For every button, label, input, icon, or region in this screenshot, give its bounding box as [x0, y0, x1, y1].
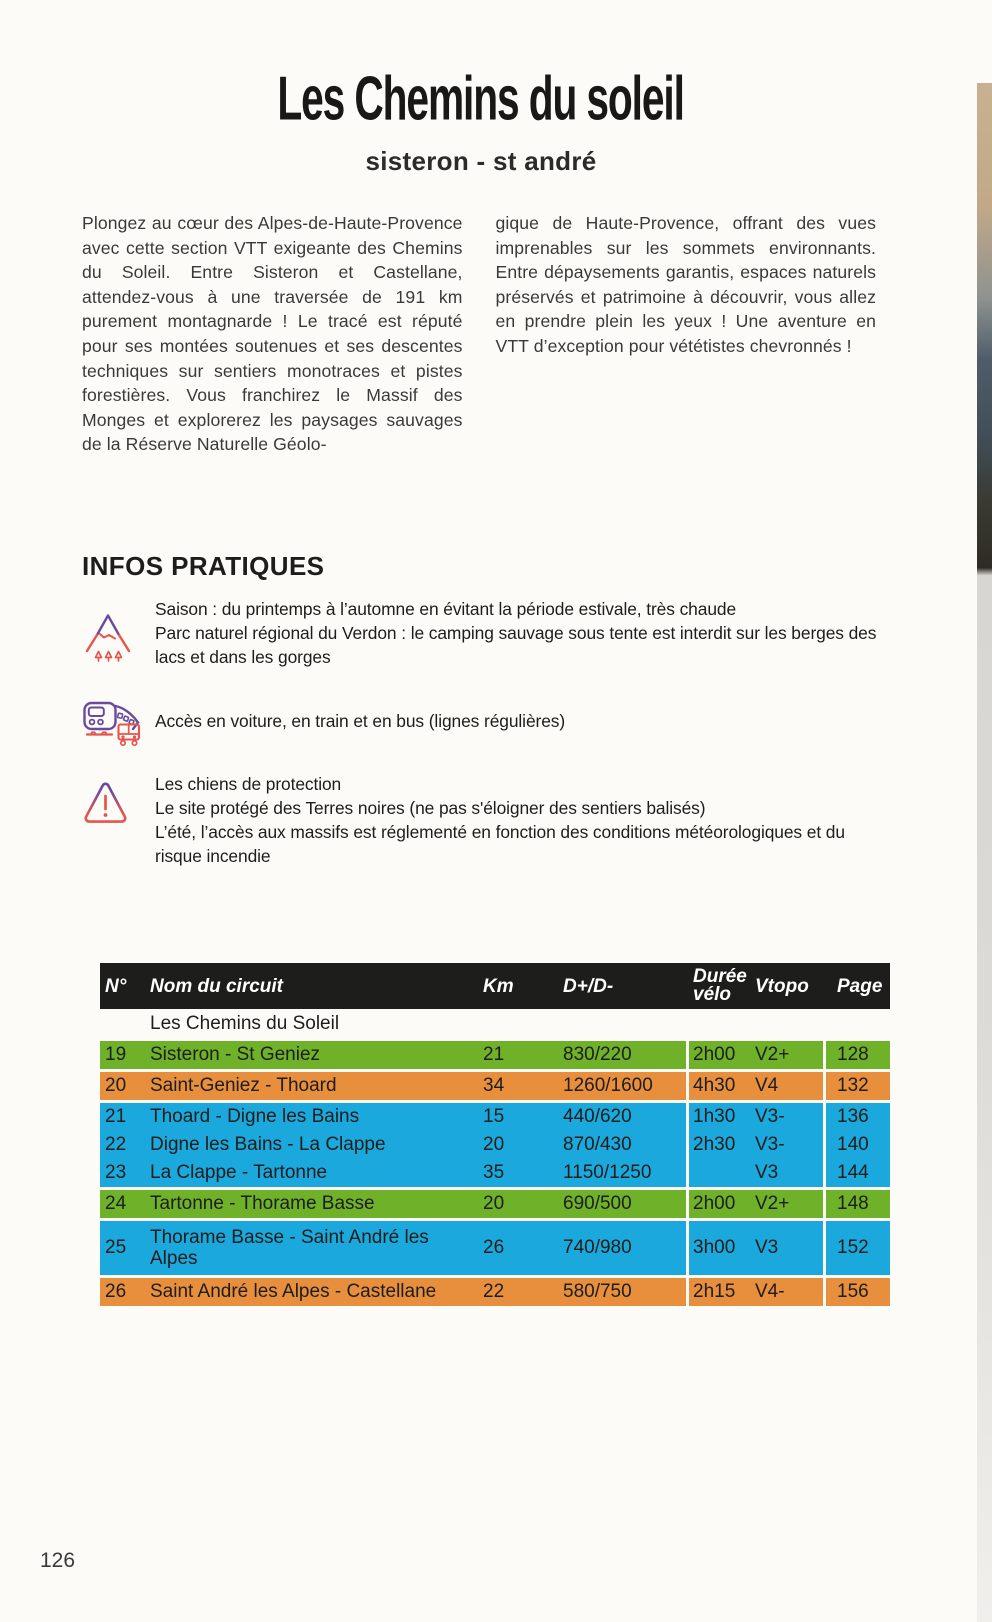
- cell-duree: 2h00: [686, 1041, 750, 1069]
- cell-name: Tartonne - Thorame Basse: [150, 1193, 375, 1215]
- cell-km: 34: [483, 1075, 505, 1096]
- cell-page: 152: [823, 1221, 890, 1275]
- header-cell-no: N°: [105, 975, 127, 997]
- table-row: [100, 1159, 890, 1187]
- cell-name: Thoard - Digne les Bains: [150, 1106, 360, 1128]
- cell-vtopo: V4: [755, 1075, 779, 1096]
- header-duree-line2: vélo: [693, 984, 732, 1005]
- cell-no: 19: [105, 1044, 127, 1065]
- cell-vtopo: V2+: [755, 1044, 790, 1065]
- info-line: Saison : du printemps à l’automne en évitant la période estivale, très chaude: [155, 599, 737, 619]
- infos-pratiques-heading: INFOS PRATIQUES: [82, 551, 325, 581]
- cell-duree: 1h30: [686, 1103, 750, 1131]
- cell-page: 136: [823, 1103, 890, 1131]
- facing-page-photo-strip: [977, 83, 992, 1622]
- table-header-row: [100, 963, 890, 1009]
- header-cell-name: Nom du circuit: [150, 975, 284, 997]
- cell-vtopo: V4-: [755, 1281, 785, 1302]
- info-line: Le site protégé des Terres noires (ne pas s'éloigner des sentiers balisés): [155, 798, 706, 818]
- mountain-trees-icon: [82, 597, 155, 669]
- header-cell-dplus: D+/D-: [563, 975, 614, 997]
- cell-km: 22: [483, 1281, 505, 1302]
- cell-no: 26: [105, 1281, 127, 1302]
- cell-dplus: 830/220: [563, 1044, 632, 1065]
- table-row: [100, 1131, 890, 1159]
- cell-km: 21: [483, 1044, 505, 1065]
- header-cell-km: Km: [483, 975, 514, 997]
- cell-dplus: 690/500: [563, 1193, 632, 1214]
- train-bus-icon: [82, 694, 155, 748]
- cell-km: 35: [483, 1162, 505, 1183]
- cell-km: 20: [483, 1134, 505, 1155]
- cell-duree: 2h00: [686, 1190, 750, 1218]
- header-cell-page: Page: [837, 975, 883, 997]
- cell-name: Saint-Geniez - Thoard: [150, 1075, 337, 1097]
- cell-no: 23: [105, 1162, 127, 1183]
- intro-right-column: gique de Haute-Provence, offrant des vues imprenables sur les sommets environnants. Entre dépaysements garantis, espaces naturels préservés et patrimoine à découvrir, vous allez en prendre plein les yeux ! Une aventure en VTT d’exception pour vététistes chevronnés !: [495, 213, 876, 356]
- cell-no: 24: [105, 1193, 127, 1214]
- cell-no: 20: [105, 1075, 127, 1096]
- table-row: [100, 1072, 890, 1100]
- table-section-row: [100, 1009, 890, 1038]
- cell-page: 148: [823, 1190, 890, 1218]
- cell-km: 15: [483, 1106, 505, 1127]
- cell-page: 156: [823, 1278, 890, 1306]
- cell-vtopo: V2+: [755, 1193, 790, 1214]
- cell-dplus: 440/620: [563, 1106, 632, 1127]
- cell-page: 128: [823, 1041, 890, 1069]
- info-item-warnings: [82, 772, 878, 868]
- info-item-access: [82, 694, 878, 748]
- cell-vtopo: V3-: [755, 1106, 785, 1127]
- cell-vtopo: V3: [755, 1162, 779, 1183]
- cell-name: Thorame Basse - Saint André les Alpes: [150, 1226, 429, 1269]
- info-item-access-text: [155, 709, 878, 733]
- cell-name: La Clappe - Tartonne: [150, 1162, 328, 1184]
- cell-name: Digne les Bains - La Clappe: [150, 1134, 386, 1156]
- page-title: [0, 62, 962, 134]
- cell-no: 22: [105, 1134, 127, 1155]
- circuits-table: [100, 963, 890, 1306]
- cell-page: 132: [823, 1072, 890, 1100]
- table-row: [100, 1041, 890, 1069]
- info-line: Les chiens de protection: [155, 774, 342, 794]
- intro-left-column: Plongez au cœur des Alpes-de-Haute-Provence avec cette section VTT exigeante des Chemins du Soleil. Entre Sisteron et Castellane, attendez-vous à une traversée de 191 km purement montagnarde ! Le tracé est réputé pour ses montées soutenues et ses descentes techniques sur sentiers monotraces et pistes forestières. Vous franchirez le Massif des Monges et explorerez les paysages sauvages de la Réserve Naturelle Géolo-: [82, 213, 463, 455]
- cell-dplus: 1150/1250: [563, 1162, 652, 1183]
- cell-km: 20: [483, 1193, 505, 1214]
- cell-duree: 4h30: [686, 1072, 750, 1100]
- cell-no: 21: [105, 1106, 127, 1127]
- page-title-text: Les Chemins du soleil: [277, 62, 685, 134]
- cell-dplus: 580/750: [563, 1281, 632, 1302]
- table-row: [100, 1278, 890, 1306]
- warning-icon: [82, 772, 155, 868]
- cell-dplus: 870/430: [563, 1134, 632, 1155]
- cell-km: 26: [483, 1237, 505, 1258]
- info-line: Parc naturel régional du Verdon : le camping sauvage sous tente est interdit sur les berges des lacs et dans les gorges: [155, 623, 877, 667]
- info-line: L’été, l’accès aux massifs est réglementé en fonction des conditions météorologiques et du risque incendie: [155, 822, 845, 866]
- page-subtitle: sisteron - st andré: [365, 146, 597, 176]
- section-title: Les Chemins du Soleil: [150, 1012, 340, 1034]
- info-line: Accès en voiture, en train et en bus (lignes régulières): [155, 711, 566, 731]
- cell-dplus: 740/980: [563, 1237, 632, 1258]
- page-number: 126: [40, 1549, 76, 1572]
- cell-no: 25: [105, 1237, 127, 1258]
- cell-page: 140: [823, 1131, 890, 1159]
- info-item-season: [82, 597, 878, 669]
- cell-vtopo: V3-: [755, 1134, 785, 1155]
- cell-duree: 2h15: [686, 1278, 750, 1306]
- table-row: [100, 1190, 890, 1218]
- intro-paragraph: [82, 211, 876, 457]
- cell-page: 144: [823, 1159, 890, 1187]
- info-item-season-text: [155, 597, 878, 669]
- table-row: [100, 1103, 890, 1131]
- header-cell-duree: [686, 963, 750, 1009]
- header-duree-line1: Durée: [693, 965, 747, 987]
- cell-dplus: 1260/1600: [563, 1075, 653, 1096]
- header-cell-vtopo: Vtopo: [755, 975, 809, 997]
- cell-duree: 2h30: [686, 1131, 750, 1159]
- cell-name: Saint André les Alpes - Castellane: [150, 1281, 437, 1303]
- cell-name: Sisteron - St Geniez: [150, 1044, 321, 1066]
- info-item-warnings-text: [155, 772, 878, 868]
- cell-duree: [686, 1159, 750, 1187]
- cell-vtopo: V3: [755, 1237, 779, 1258]
- table-row: [100, 1221, 890, 1275]
- cell-duree: 3h00: [686, 1221, 750, 1275]
